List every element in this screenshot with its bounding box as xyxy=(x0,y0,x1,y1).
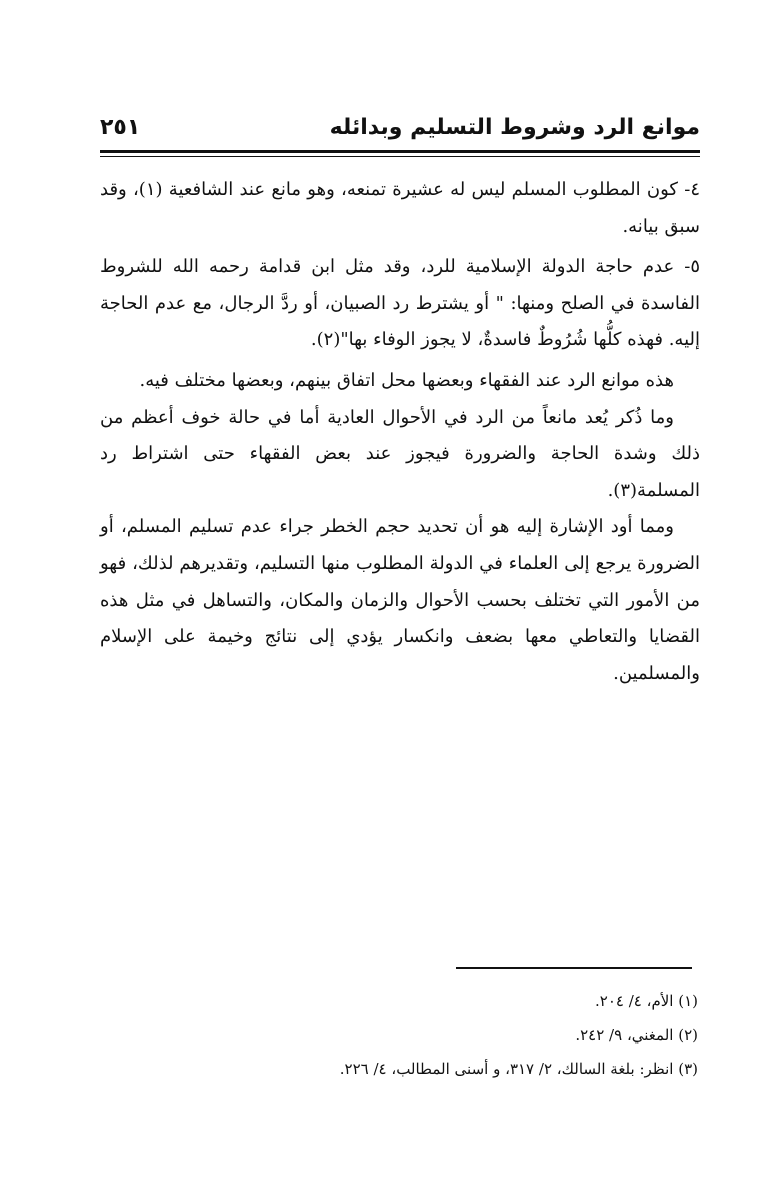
footnote-separator xyxy=(456,967,692,969)
list-item-5: ٥- عدم حاجة الدولة الإسلامية للرد، وقد مثل ابن قدامة رحمه الله للشروط الفاسدة في الصلح ومنها: " أو يشترط رد الصبيان، أو ردَّ الرجال، مع عدم الحاجة إليه. فهذه كلُّها شُرُوطٌ فاسدةٌ، لا يجوز الوفاء بها"(٢). xyxy=(100,256,700,351)
list-item-4: ٤- كون المطلوب المسلم ليس له عشيرة تمنعه، وهو مانع عند الشافعية (١)، وقد سبق بيانه. xyxy=(100,179,700,237)
footnote-3: (٣) انظر: بلغة السالك، ٢/ ٣١٧، و أسنى المطالب، ٤/ ٢٢٦. xyxy=(339,1060,698,1078)
paragraph-summary: هذه موانع الرد عند الفقهاء وبعضها محل اتفاق بينهم، وبعضها مختلف فيه. xyxy=(139,369,674,391)
footnote-2: (٢) المغني، ٩/ ٢٤٢. xyxy=(575,1026,698,1044)
paragraph-danger-assessment: ومما أود الإشارة إليه هو أن تحديد حجم الخطر جراء عدم تسليم المسلم، أو الضرورة يرجع إلى العلماء في الدولة المطلوب منها التسليم، وتقديرهم لذلك، فهو من الأمور التي تختلف بحسب الأحوال والزمان والمكان، والتساهل في مثل هذه القضايا والتعاطي معها بضعف وانكسار يؤدي إلى نتائج وخيمة على الإسلام والمسلمين. xyxy=(100,516,700,684)
main-text xyxy=(100,172,700,692)
page-header xyxy=(100,112,700,146)
page-number: ٢٥١ xyxy=(100,115,141,140)
header-rule-thin xyxy=(100,156,700,157)
footnote-1: (١) الأم، ٤/ ٢٠٤. xyxy=(594,992,698,1010)
header-rule xyxy=(100,150,700,153)
paragraph-necessity: وما ذُكر يُعد مانعاً من الرد في الأحوال العادية أما في حالة خوف أعظم من ذلك وشدة الحاجة والضرورة فيجوز عند بعض الفقهاء حتى اشتراط رد المسلمة(٣). xyxy=(100,406,700,501)
running-title: موانع الرد وشروط التسليم وبدائله xyxy=(329,115,700,140)
footnotes xyxy=(100,984,698,1086)
